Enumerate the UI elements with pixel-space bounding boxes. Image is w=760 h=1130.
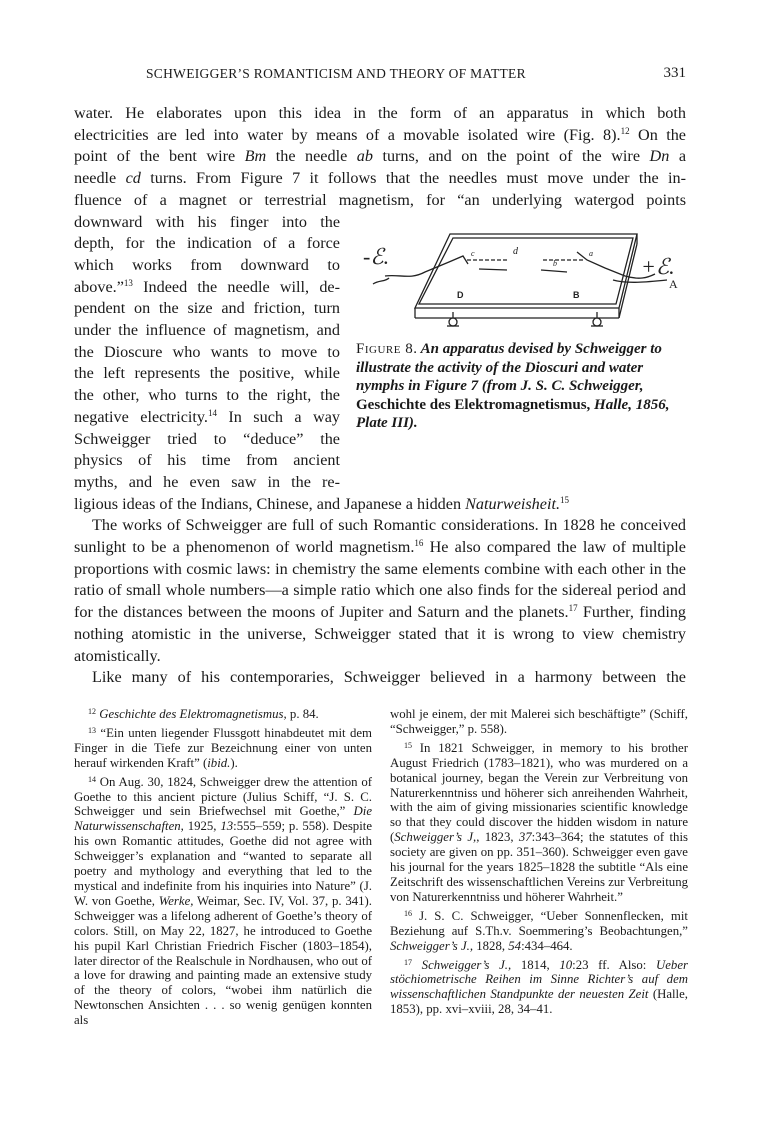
- footnote: $^{13}$ “Ein unten liegender Flussgott hinabdeutet mit dem Finger in die Tiefe zur Bezeichnung einer von unten herauf wirkenden Kraft” (ibid.).: [74, 725, 373, 770]
- apparatus-drawing: [355, 222, 685, 337]
- body-line: pendent on the size and friction, turn: [74, 299, 340, 318]
- body-line: under the influence of magnetism, and: [74, 321, 340, 340]
- body-line: above.”$^{13}$ Indeed the needle will, de-: [74, 277, 340, 296]
- footnote: $^{16}$ J. S. C. Schweigger, “Ueber Sonnenflecken, mit Beziehung auf S.Th.v. Soemmering’s Beobachtungen,” Schweigger’s J., 1828, 54:434–464.: [390, 908, 688, 953]
- body-line: the other, who turns to the right, the: [74, 386, 340, 405]
- body-line: point of the bent wire Bm the needle ab turns, and on the point of the wire Dn a: [74, 147, 686, 166]
- footnote: $^{14}$ On Aug. 30, 1824, Schweigger drew the attention of Goethe to this ancient picture (Julius Schiff, “J. S. C. Schweigger und sein Briefwechsel mit Goethe,” Die Naturwissenschaften, 1925, 13:555–559; p. 558). Despite his own Romantic attitudes, Goethe did not agree with Schweigger’s explanation and “wanted to separate all poetry and mythology and everything that led to the mystical and indefinite from his inquiries into Nature” (J. W. von Goethe, Werke, Weimar, Sec. IV, Vol. 37, p. 341). Schweigger was a lifelong adherent of Goethe’s theory of colors. Still, on May 22, 1827, he introduced to Goethe his pupil Karl Christian Friedrich Fischer (1803–1854), later director of the Realschule in Nordhausen, who out of a love for drawing and painting made an extensive study of the theory of colors, “wobei ihm natürlich die Newtonschen Ansichten . . . so wenig genügen konnten als: [74, 774, 373, 1028]
- body-line: ligious ideas of the Indians, Chinese, and Japanese a hidden Naturweisheit.$^{15}$: [74, 494, 569, 513]
- label-B: B: [573, 290, 580, 300]
- body-line: which works from downward to: [74, 255, 340, 274]
- label-c: c: [471, 249, 475, 258]
- body-line: negative electricity.$^{14}$ In such a way: [74, 407, 340, 426]
- footnote-continuation: wohl je einem, der mit Malerei sich beschäftigte” (Schiff, “Schweigger,” p. 558).: [390, 707, 688, 736]
- body-line: the Dioscure who wants to move to: [74, 342, 340, 361]
- running-title: SCHWEIGGER’S ROMANTICISM AND THEORY OF MATTER: [146, 66, 526, 81]
- footnotes-right-column: [390, 707, 688, 1021]
- running-header: [74, 66, 686, 86]
- body-line: downward with his finger into the: [74, 212, 340, 231]
- label-b: b: [553, 259, 557, 268]
- footnote-ref: 16: [414, 538, 424, 549]
- figure-caption: Figure 8. An apparatus devised by Schweigger to illustrate the activity of the Dioscuri and water nymphs in Figure 7 (from J. S. C. Schweigger, Geschichte des Elektromagnetismus, Halle, 1856, Plate III).: [356, 341, 670, 432]
- footnote: $^{15}$ In 1821 Schweigger, in memory to his brother August Friedrich (1783–1821), who was murdered on a botanical journey, began the Verein zur Verbreitung von Naturerkenntniss und höherer sich anreihenden Wahrheit, with the aim of giving missionaries scientific knowledge so that they could discover the hidden wisdom in nature (Schweigger’s J,, 1823, 37:343–364; the statutes of this society are given on pp. 351–360). Schweigger even gave his journal for the years 1825–1828 the subtitle “Als eine Zeitschrift des wissenschaftlichen Vereins zur Verbreitung von Naturerkenntniss und höherer Wahrheit.”: [390, 740, 689, 904]
- body-line: water. He elaborates upon this idea in the form of an apparatus in which both: [74, 104, 686, 122]
- body-line: electricities are led into water by means of a movable isolated wire (Fig. 8).$^{12}$ On the: [74, 125, 686, 144]
- footnote: $^{17}$ Schweigger’s J., 1814, 10:23 ff. Also: Ueber stöchiometrische Reihen im Sinne Richter’s auf dem wissenschaftlichen Standpunkte der neuesten Zeit (Halle, 1853), pp. xvi–xviii, 28, 34–41.: [390, 957, 688, 1017]
- label-A: A: [669, 277, 678, 291]
- label-a: a: [589, 249, 593, 258]
- paragraph: The works of Schweigger are full of such Romantic considerations. In 1828 he conceived sunlight to be a phenomenon of world magnetism.$^{16}$ He also compared the law of multiple proportions with cosmic laws: in chemistry the same elements combine with each other in the ratio of small whole numbers—a simple ratio which one also finds for the sidereal period and for the distances between the moons of Jupiter and Saturn and the planets.$^{17}$ Further, finding nothing atomistic in the universe, Schweigger stated that it is wrong to view chemistry atomistically.: [74, 516, 687, 665]
- negative-electricity-label: -ℰ.: [363, 244, 390, 269]
- figure-label: Figure 8.: [356, 341, 418, 357]
- label-d: d: [513, 246, 518, 257]
- paragraph: Like many of his contemporaries, Schweigger believed in a harmony between the: [92, 668, 686, 687]
- body-line: depth, for the indication of a force: [74, 234, 340, 253]
- footnote-ref: 13: [123, 277, 133, 288]
- body-line: the left represents the positive, while: [74, 364, 340, 383]
- body-line: needle cd turns. From Figure 7 it follows that the needles must move under the in-: [74, 169, 686, 188]
- label-D: D: [457, 290, 464, 300]
- body-line: Schweigger tried to “deduce” the: [74, 429, 340, 448]
- body-line: physics of his time from ancient: [74, 451, 340, 470]
- body-line: fluence of a magnet or terrestrial magnetism, for “an underlying watergod points: [74, 190, 686, 209]
- footnote-ref: 17: [568, 603, 578, 614]
- figure-8-apparatus-illustration: [355, 222, 685, 337]
- positive-electricity-label: +ℰ.: [641, 254, 675, 279]
- footnote-ref: 12: [620, 125, 630, 136]
- body-line: myths, and he even saw in the re-: [74, 472, 340, 491]
- footnote: $^{12}$ Geschichte des Elektromagnetismus, p. 84.: [88, 707, 319, 721]
- footnote-ref: 14: [207, 407, 217, 418]
- footnotes-left-column: [74, 707, 372, 1032]
- footnote-ref: 15: [560, 494, 569, 505]
- page-number: 331: [663, 65, 686, 81]
